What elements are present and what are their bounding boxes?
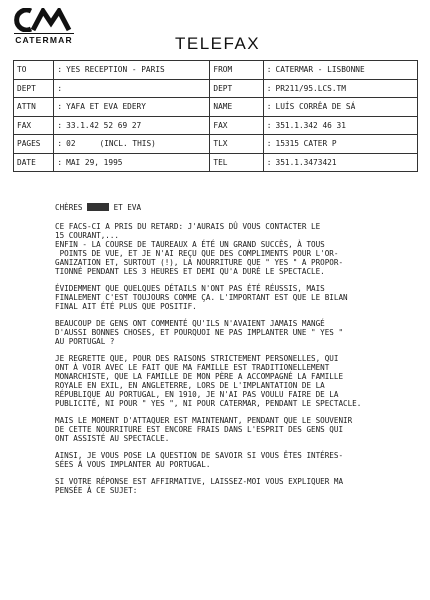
field-colon: : xyxy=(266,65,272,75)
field-label xyxy=(14,116,54,135)
field-value xyxy=(54,153,210,172)
field-label-text: FAX xyxy=(213,120,228,130)
field-label-text: TEL xyxy=(213,157,228,167)
field-label xyxy=(210,135,263,154)
letter-paragraph: SI VOTRE RÉPONSE EST AFFIRMATIVE, LAISSEZ-MOI VOUS EXPLIQUER MA PENSÉE À CE SUJET: xyxy=(55,477,344,495)
catermar-logo xyxy=(14,8,74,45)
fax-field-row xyxy=(14,116,418,135)
salutation-before: CHÈRES xyxy=(55,203,83,212)
field-value xyxy=(263,153,417,172)
fax-field-row xyxy=(14,153,418,172)
field-label-text: TLX xyxy=(213,139,228,149)
field-colon: : xyxy=(57,102,63,112)
field-value xyxy=(54,79,210,98)
field-value xyxy=(54,61,210,80)
field-label xyxy=(210,153,263,172)
field-label xyxy=(210,61,263,80)
letter-paragraph: AINSI, JE VOUS POSE LA QUESTION DE SAVOIR SI VOUS ÊTES INTÉRES- SÉES À VOUS IMPLANTER AU PORTUGAL. xyxy=(55,451,344,469)
field-label-text: NAME xyxy=(213,102,233,112)
field-value-text: YAFA ET EVA EDERY xyxy=(66,102,146,112)
field-value-text: 33.1.42 52 69 27 xyxy=(66,120,142,130)
field-label-text: ATTN xyxy=(17,102,36,112)
field-value-text: 02 xyxy=(66,139,76,149)
salutation-after: ET EVA xyxy=(113,203,142,212)
field-value-text: 15315 CATER P xyxy=(275,139,337,149)
field-value-text: YES RECEPTION - PARIS xyxy=(66,65,165,75)
field-value-text: 351.1.3473421 xyxy=(275,157,337,167)
salutation xyxy=(55,203,423,212)
field-colon: : xyxy=(266,157,272,167)
logo-wordmark: CATERMAR xyxy=(15,35,73,45)
redaction-mark xyxy=(87,203,109,211)
field-value xyxy=(263,61,417,80)
catermar-logo-mark-icon xyxy=(14,8,74,32)
fax-field-row xyxy=(14,79,418,98)
field-value xyxy=(263,98,417,117)
letter-paragraph: ÉVIDEMMENT QUE QUELQUES DÉTAILS N'ONT PAS ÉTÉ RÉUSSIS, MAIS FINALEMENT C'EST TOUJOURS COMME ÇA. L'IMPORTANT EST QUE LE BILAN FINAL AIT ÉTÉ PLUS QUE POSITIF. xyxy=(55,284,348,311)
field-label xyxy=(14,153,54,172)
field-colon: : xyxy=(266,102,272,112)
field-label-text: DEPT xyxy=(213,83,233,93)
field-value xyxy=(54,116,210,135)
field-label-text: PAGES xyxy=(17,139,41,149)
fax-field-row xyxy=(14,135,418,154)
field-extra-text: (INCL. THIS) xyxy=(99,139,156,149)
field-label-text: TO xyxy=(17,65,27,75)
field-value xyxy=(54,98,210,117)
field-label xyxy=(210,79,263,98)
field-label-text: DEPT xyxy=(17,83,36,93)
field-label xyxy=(14,79,54,98)
field-value-text: PR211/95.LCS.TM xyxy=(275,83,346,93)
letter-paragraph: CE FACS-CI A PRIS DU RETARD: J'AURAIS DÛ VOUS CONTACTER LE 15 COURANT,... ENFIN - LA COURSE DE TAUREAUX A ÉTÉ UN GRAND SUCCÈS, À TOUS POINTS DE VUE, ET JE N'AI REÇU QUE DES COMPLIMENTS POUR L'OR- GANIZATION ET, SURTOUT (!), LA NOURRITURE QUE " YES " A PROPOR- TIONNÉ PENDANT LES 3 HEURES ET DEMI QU'A DURÉ LE SPECTACLE. xyxy=(55,222,344,276)
field-label-text: DATE xyxy=(17,157,36,167)
field-value xyxy=(263,116,417,135)
field-colon: : xyxy=(57,65,63,75)
letter-paragraphs xyxy=(55,222,423,495)
field-value-text: 351.1.342 46 31 xyxy=(275,120,346,130)
letter-paragraph: JE REGRETTE QUE, POUR DES RAISONS STRICTEMENT PERSONELLES, QUI ONT À VOIR AVEC LE FAIT QUE MA FAMILLE EST TRADITIONELLEMENT MONARCHISTE, QUE LA FAMILLE DE MON PÈRE A ACCOMPAGNÉ LA FAMILLE ROYALE EN EXIL, EN ANGLETERRE, LORS DE L'IMPLANTATION DE LA RÉPUBLIQUE AU PORTUGAL, EN 1910, JE N'AI PAS VOULU FAIRE DE LA PUBLICITÉ, NI POUR " YES ", NI POUR CATERMAR, PENDANT LE SPECTACLE. xyxy=(55,354,362,408)
field-label xyxy=(210,116,263,135)
letter-body xyxy=(55,203,423,503)
letter-paragraph: BEAUCOUP DE GENS ONT COMMENTÉ QU'ILS N'AVAIENT JAMAIS MANGÉ D'AUSSI BONNES CHOSES, ET POURQUOI NE PAS IMPLANTER UNE " YES " AU PORTUGAL ? xyxy=(55,319,344,346)
field-colon: : xyxy=(57,120,63,130)
field-value-text: MAI 29, 1995 xyxy=(66,157,123,167)
field-colon: : xyxy=(266,120,272,130)
field-label-text: FAX xyxy=(17,120,32,130)
field-colon: : xyxy=(57,157,63,167)
field-value-text: CATERMAR - LISBONNE xyxy=(275,65,365,75)
field-colon: : xyxy=(57,139,63,149)
document-title: TELEFAX xyxy=(175,34,261,53)
field-value-text: LUÍS CORRÊA DE SÁ xyxy=(275,102,356,112)
field-colon: : xyxy=(266,139,272,149)
field-value xyxy=(263,135,417,154)
fax-header-table xyxy=(13,60,418,172)
field-label xyxy=(14,98,54,117)
field-value xyxy=(54,135,210,154)
field-colon: : xyxy=(266,83,272,93)
field-label-text: FROM xyxy=(213,65,233,75)
field-label xyxy=(14,61,54,80)
field-label xyxy=(210,98,263,117)
fax-field-row xyxy=(14,61,418,80)
letter-paragraph: MAIS LE MOMENT D'ATTAQUER EST MAINTENANT, PENDANT QUE LE SOUVENIR DE CETTE NOURRITURE EST ENCORE FRAIS DANS L'ESPRIT DES GENS QUI ONT ASSISTÉ AU SPECTACLE. xyxy=(55,416,353,443)
field-colon: : xyxy=(57,83,63,93)
fax-field-row xyxy=(14,98,418,117)
field-value xyxy=(263,79,417,98)
field-label xyxy=(14,135,54,154)
